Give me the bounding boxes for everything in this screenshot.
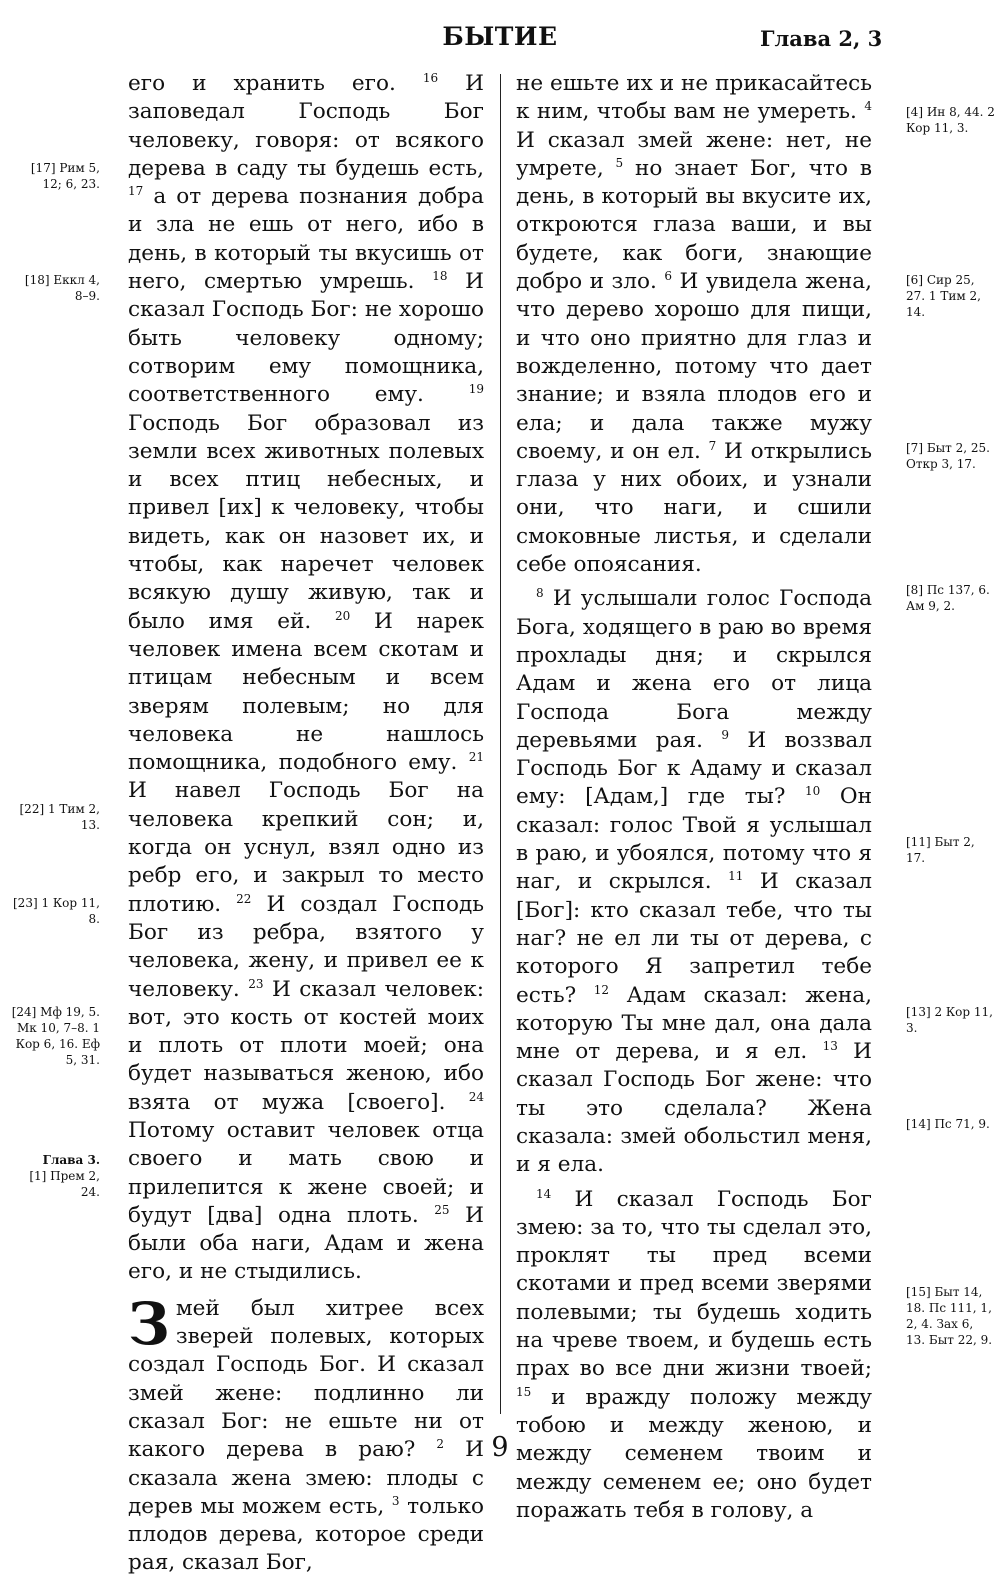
- verse-text: И увидела жена, что дерево хорошо для пищи, и что оно приятно для глаз и вожделенно, потому что дает знание; и взяла плодов его и ела; и дала также мужу своему, и он ел.: [516, 269, 872, 464]
- chapter-3-dropcap: З: [128, 1289, 170, 1358]
- ref-v11: [11] Быт 2, 17.: [906, 835, 975, 865]
- verse-text: И открылись глаза у них обоих, и узнали они, что наги, и сшили смоковные листья, и сделали себе опоясания.: [516, 438, 873, 578]
- ref-v8: [8] Пс 137, 6. Ам 9, 2.: [906, 583, 990, 613]
- chapter-range: Глава 2, 3: [760, 26, 883, 51]
- ref-v14: [14] Пс 71, 9.: [906, 1117, 990, 1131]
- ref-v15: [15] Быт 14, 18. Пс 111, 1, 2, 4. Зах 6, 13. Быт 22, 9.: [906, 1285, 993, 1347]
- verse-number: 20: [335, 608, 351, 623]
- verse-number: 8: [536, 586, 544, 601]
- verse-text: И сказал змей жене: нет, не умрете,: [516, 127, 872, 181]
- paragraph-v8-13: [516, 585, 872, 1179]
- chapter-3-label: Глава 3.: [42, 1153, 100, 1167]
- verse-number: 17: [128, 184, 144, 198]
- verse-text: и вражду положу между тобою и между женою, и между семенем твоим и между семенем ее; оно будет поражать тебя в голову, а: [516, 1384, 872, 1523]
- ref-v22: [22] 1 Тим 2, 13.: [19, 802, 100, 832]
- verse-text: И сказал человек: вот, это кость от костей моих и плоть от плоти моей; она будет называться женою, ибо взята от мужа [своего].: [128, 976, 484, 1115]
- column-divider: [500, 74, 501, 1414]
- verse-text: только плодов дерева, которое среди рая, сказал Бог,: [128, 1493, 484, 1576]
- verse-text: И заповедал Господь Бог человеку, говоря: от всякого дерева в саду ты будешь есть,: [128, 71, 484, 181]
- verse-number: 6: [664, 268, 672, 283]
- verse-number: 10: [805, 784, 821, 799]
- verse-number: 11: [728, 869, 744, 884]
- verse-text: И создал Господь Бог из ребра, взятого у человека, жену, и привел ее к человеку.: [128, 891, 484, 1002]
- verse-text: Господь Бог образовал из земли всех животных полевых и всех птиц небесных, и привел [их] к человеку, чтобы видеть, как он назовет их, и чтобы, как наречет человек всякую душу живую, так и было имя ей.: [128, 410, 484, 634]
- verse-text: И навел Господь Бог на человека крепкий сон; и, когда он уснул, взял одно из ребр его, и закрыл то место плотию.: [128, 778, 484, 917]
- verse-number: 22: [236, 891, 252, 906]
- verse-text: мей был хитрее всех зверей полевых, которых создал Господь Бог. И сказал змей жене: подлинно ли сказал Бог: не ешьте ни от какого дерева в раю?: [128, 1295, 484, 1463]
- verse-text: И сказала жена змею: плоды с дерев мы можем есть,: [128, 1437, 484, 1519]
- verse-number: 18: [432, 268, 448, 283]
- verse-text: Он сказал: голос Твой я услышал в раю, и убоялся, потому что я наг, и скрылся.: [516, 784, 873, 895]
- paragraph-ch2-end: [128, 70, 484, 1287]
- verse-number: 4: [864, 99, 872, 114]
- verse-number: 2: [436, 1437, 445, 1452]
- ref-v17: [17] Рим 5, 12; 6, 23.: [30, 161, 100, 191]
- verse-number: 5: [615, 155, 624, 170]
- ref-v7: [7] Быт 2, 25. Откр 3, 17.: [906, 441, 990, 471]
- ref-ch3-v1: [1] Прем 2, 24.: [29, 1169, 100, 1199]
- verse-text: Адам сказал: жена, которую Ты мне дал, она дала мне от дерева, и я ел.: [516, 982, 872, 1065]
- verse-text: И сказал [Бог]: кто сказал тебе, что ты наг? не ел ли ты от дерева, с которого Я запретил тебе есть?: [516, 869, 872, 1008]
- verse-number: 15: [516, 1384, 532, 1399]
- verse-text: его и хранить его.: [128, 71, 396, 96]
- verse-number: 14: [536, 1186, 552, 1201]
- paragraph-v14-15: [516, 1186, 872, 1526]
- verse-text: Потому оставит человек отца своего и мать свою и прилепится к жене своей; и будут [два] одна плоть.: [128, 1117, 484, 1228]
- verse-text: И сказал Господь Бог: не хорошо быть человеку одному; сотворим ему помощника, соответственного ему.: [128, 269, 484, 408]
- ref-v4: [4] Ин 8, 44. 2 Кор 11, 3.: [906, 105, 995, 135]
- right-text-column: [516, 70, 872, 1525]
- verse-text: И сказал Господь Бог жене: что ты это сделала? Жена сказала: змей обольстил меня, и я ела.: [516, 1039, 872, 1178]
- ref-v6: [6] Сир 25, 27. 1 Тим 2, 14.: [906, 273, 981, 319]
- verse-number: 13: [822, 1038, 838, 1053]
- verse-number: 21: [468, 749, 484, 764]
- verse-number: 24: [468, 1089, 484, 1104]
- verse-number: 3: [391, 1493, 400, 1508]
- verse-number: 25: [434, 1202, 450, 1217]
- verse-text: а от дерева познания добра и зла не ешь от него, ибо в день, в который ты вкусишь от него, смертью умрешь.: [128, 184, 484, 295]
- verse-text: И услышали голос Господа Бога, ходящего в раю во время прохлады дня; и скрылся Адам и жена его от лица Господа Бога между деревьями рая.: [516, 586, 872, 753]
- running-title: БЫТИЕ: [442, 22, 558, 51]
- verse-text: И сказал Господь Бог змею: за то, что ты сделал это, проклят ты пред всеми скотами и пред всеми зверями полевыми; ты будешь ходить на чреве твоем, и будешь есть прах во все дни жизни твоей;: [516, 1186, 872, 1382]
- paragraph-v3-7: [516, 70, 872, 579]
- verse-text: И воззвал Господь Бог к Адаму и сказал ему: [Адам,] где ты?: [516, 727, 872, 810]
- verse-text: не ешьте их и не прикасайтесь к ним, чтобы вам не умереть.: [516, 71, 872, 125]
- verse-number: 16: [422, 70, 439, 85]
- ref-v13: [13] 2 Кор 11, 3.: [906, 1005, 993, 1035]
- verse-number: 7: [708, 438, 717, 453]
- page-number: 9: [491, 1432, 509, 1463]
- verse-number: 9: [721, 727, 729, 742]
- verse-text: но знает Бог, что в день, в который вы вкусите их, откроются глаза ваши, и вы будете, как боги, знающие добро и зло.: [516, 155, 872, 295]
- left-text-column: [128, 70, 484, 1578]
- verse-number: 12: [593, 982, 610, 997]
- chapter-3-ref-label: [10, 1152, 100, 1168]
- ref-v24: [24] Мф 19, 5. Мк 10, 7–8. 1 Кор 6, 16. Еф 5, 31.: [11, 1005, 100, 1067]
- verse-number: 23: [248, 976, 264, 991]
- verse-text: И были оба наги, Адам и жена его, и не стыдились.: [128, 1202, 484, 1285]
- verse-text: И нарек человек имена всем скотам и птицам небесным и всем зверям полевым; но для человека не нашлось помощника, подобного ему.: [128, 608, 484, 776]
- verse-number: 19: [468, 382, 484, 397]
- ref-v18: [18] Еккл 4, 8–9.: [24, 273, 100, 303]
- ref-v23: [23] 1 Кор 11, 8.: [13, 896, 100, 926]
